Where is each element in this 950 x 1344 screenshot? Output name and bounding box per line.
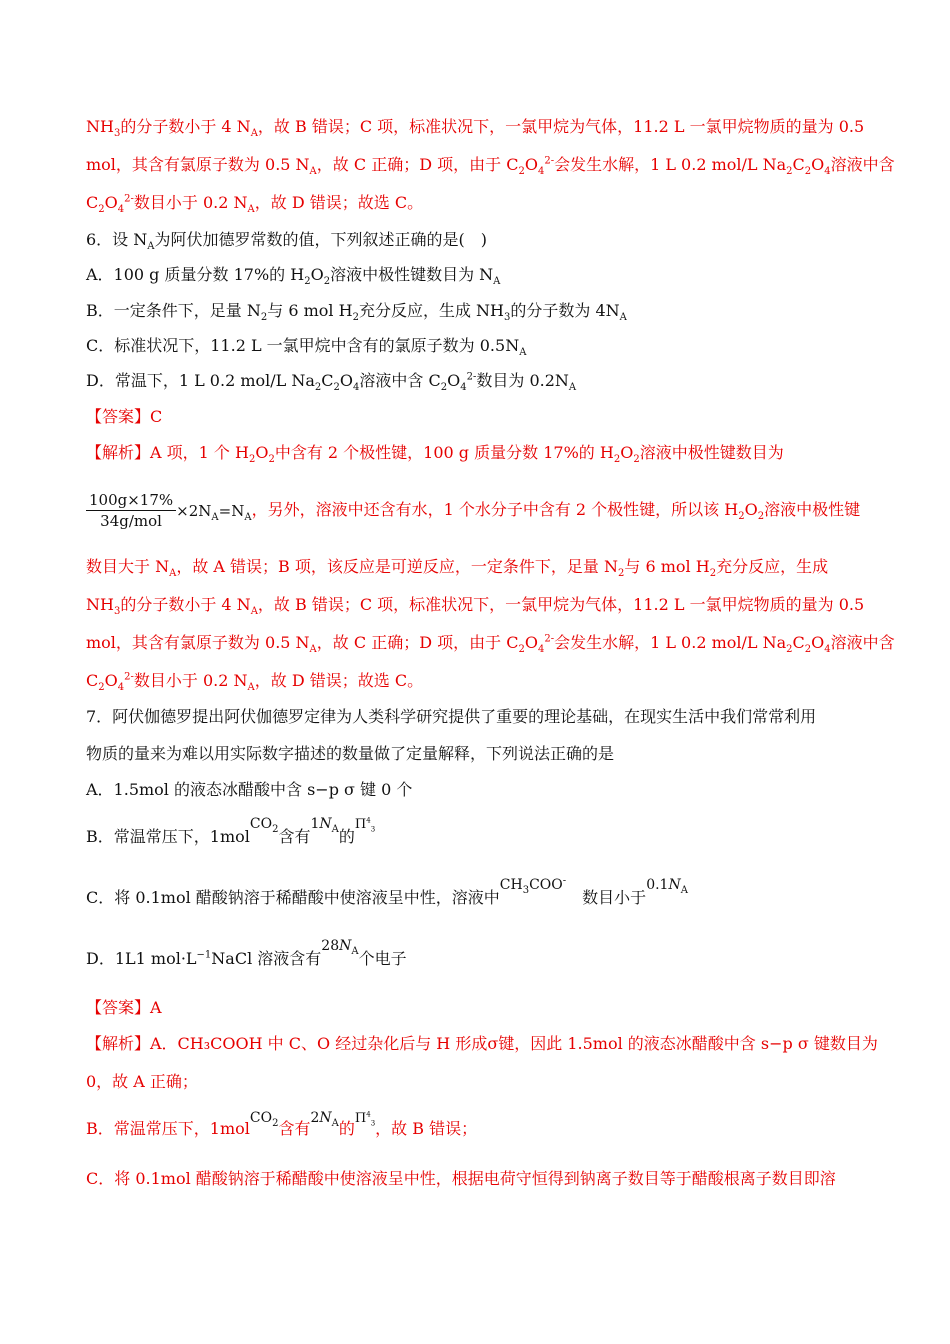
q6-stem: 6．设 $N_A$为阿伏加德罗常数的值，下列叙述正确的是( ) bbox=[86, 230, 488, 253]
formula-co2: $CO_2$ bbox=[249, 816, 279, 835]
formula-acetate: $CH_3COO^-$ bbox=[499, 875, 567, 896]
prev-explanation-line-2: mol，其含有氯原子数为 0.5 $N_A$，故 C 正确；D 项，由于 $C_2O_4^{2-}$会发生水解，1 L 0.2 mol/L $Na_2C_2O_4$溶液中含 bbox=[86, 155, 895, 178]
q6-option-a: A．100 g 质量分数 17%的 $H_2O_2$溶液中极性键数目为 $N_A$ bbox=[86, 265, 501, 288]
q7-stem-line-1: 7．阿伏伽德罗提出阿伏伽德罗定律为人类科学研究提供了重要的理论基础，在现实生活中我们常常利用 bbox=[86, 707, 817, 726]
q7-explanation-line-2: 0，故 A 正确； bbox=[86, 1072, 198, 1091]
q6-explanation-line-4: $NH_3$的分子数小于 4 $N_A$，故 B 错误；C 项，标准状况下，一氯甲烷为气体，11.2 L 一氯甲烷物质的量为 0.5 bbox=[86, 595, 865, 618]
formula-2na: $2N_A$ bbox=[310, 1110, 339, 1129]
q7-explanation-line-3: B．常温常压下，1molCO$_2$含有$2N_A$的$\Pi^4_3$，故 B 错误； bbox=[86, 1118, 477, 1142]
pi-bond-symbol: $\Pi^4_3$ bbox=[354, 1110, 376, 1128]
q6-explanation-line-5: mol，其含有氯原子数为 0.5 $N_A$，故 C 正确；D 项，由于 $C_2O_4^{2-}$会发生水解，1 L 0.2 mol/L $Na_2C_2O_4$溶液中含 bbox=[86, 633, 895, 656]
q7-option-d: D．1L1 $mol\cdot L^{-1}NaCl$ 溶液含有$28N_A$个电子 bbox=[86, 948, 407, 971]
formula-na: $1N_A$ bbox=[310, 816, 339, 835]
q7-stem-line-2: 物质的量来为难以用实际数字描述的数量做了定量解释，下列说法正确的是 bbox=[86, 744, 615, 763]
q6-option-c: C．标准状况下，11.2 L 一氯甲烷中含有的氯原子数为 $0.5N_A$ bbox=[86, 336, 527, 359]
prev-explanation-line-3: $C_2O_4^{2-}$数目小于 0.2 $N_A$，故 D 错误；故选 C。 bbox=[86, 193, 424, 216]
q7-explanation-line-4: C．将 0.1mol 醋酸钠溶于稀醋酸中使溶液呈中性，根据电荷守恒得到钠离子数目等于醋酸根离子数目即溶 bbox=[86, 1169, 836, 1188]
q6-explanation-line-3: 数目大于 $N_A$，故 A 错误；B 项，该反应是可逆反应，一定条件下，足量 $N_2$与 6 mol $H_2$充分反应，生成 bbox=[86, 557, 829, 580]
q7-explanation-line-1: 【解析】A．CH₃COOH 中 C、O 经过杂化后与 H 形成σ键，因此 1.5mol 的液态冰醋酸中含 s−p σ 键数目为 bbox=[86, 1034, 878, 1053]
formula-0.1na: $0.1N_A$ bbox=[646, 877, 688, 896]
fraction-tail: $\times 2N_A=N_A$ bbox=[176, 501, 252, 523]
q7-option-c: C．将 0.1mol 醋酸钠溶于稀醋酸中使溶液呈中性，溶液中$CH_3COO^-$ 数目小于$0.1N_A$ bbox=[86, 875, 688, 907]
q6-option-b: B．一定条件下，足量 $N_2$与 6 mol $H_2$充分反应，生成 $NH_3$的分子数为 $4N_A$ bbox=[86, 301, 627, 324]
q6-explanation-line-2: $\frac{100g\times 17\%}{\text{34g/mol}}$ $\times 2N_A=N_A$，另外，溶液中还含有水，1 个水分子中含有 2 个极性键，所以该 $H_2O_2$溶液中极性键 bbox=[86, 488, 860, 533]
q6-explanation-line-6: $C_2O_4^{2-}$数目小于 0.2 $N_A$，故 D 错误；故选 C。 bbox=[86, 671, 424, 694]
q7-answer: 【答案】A bbox=[86, 998, 162, 1017]
formula-28na: $28N_A$ bbox=[321, 938, 359, 957]
q6-option-d: D．常温下，1 L 0.2 mol/L $Na_2C_2O_4$溶液中含 $C_2O_4^{2-}$数目为 $0.2N_A$ bbox=[86, 371, 577, 394]
q7-option-b: B．常温常压下，1molCO$_2$含有$1N_A$的$\Pi^4_3$ bbox=[86, 826, 375, 850]
pi-bond-symbol: $\Pi^4_3$ bbox=[354, 816, 376, 834]
q6-explanation-line-1: 【解析】A 项，1 个 $H_2O_2$中含有 2 个极性键，100 g 质量分数 17%的 $H_2O_2$溶液中极性键数目为 bbox=[86, 443, 784, 466]
formula-co2: $CO_2$ bbox=[249, 1110, 279, 1129]
q7-option-a: A．1.5mol 的液态冰醋酸中含 s−p σ 键 0 个 bbox=[86, 780, 413, 799]
q6-answer: 【答案】C bbox=[86, 407, 163, 426]
fraction-formula: $\frac{100g\times 17\%}{\text{34g/mol}}$ bbox=[86, 490, 176, 531]
prev-explanation-line-1: $NH_3$的分子数小于 4 $N_A$，故 B 错误；C 项，标准状况下，一氯甲烷为气体，11.2 L 一氯甲烷物质的量为 0.5 bbox=[86, 117, 865, 140]
